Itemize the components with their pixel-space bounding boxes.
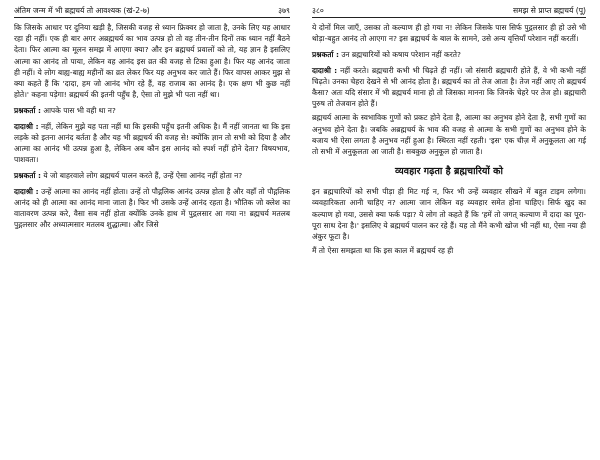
paragraph: कि जिसके आधार पर दुनिया खड़ी है, जिसकी वजह से ध्यान फ्रिक्वर हो जाता है, उनके लिए यह आधार रहा ही नहीं। एक ही बार अगर अब्रह्मचर्य का भाव उत्पन्न हो तो वह तीन-तीन दिनों तक ध्यान नहीं बैठने देता। फिर आत्मा का मूलन समझ में आएगा क्या? और इन ब्रह्मचर्य प्रवालों को तो, यह ज्ञान है इसलिए आत्मा का आनंद तो पाया, लेकिन वह आनंद इस व्रत की वजह से टिका हुआ है। फिर यह आनंद जाता ही नहीं। ये लोग बाह्य-बाह्य महीनों का व्रत लेकर फिर यह अनुभव कर जाते हैं। फिर वापस आकर मुझ से क्या कहते हैं कि 'दादा, हम जो आनंद भोग रहे हैं, वह राजाब का आनंद है। एक क्षण भी कुछ नहीं होते।' कहना पड़ेगा! ब्रह्मचर्य की इतनी पहुँच है, ऐसा तो मुझे भी पता नहीं था। <box>14 23 290 100</box>
section-heading: व्यवहार गढ़ता है ब्रह्मचारियों को <box>395 166 503 178</box>
answerer-label: दादाश्री : <box>14 121 39 131</box>
paragraph: ये दोनों मिल जाएँ, उसका तो कल्याण ही हो गया न! लेकिन जिसके पास सिर्फ पुद्गलसार ही हो उसे भी थोड़ा-बहुत आनंद तो आएगा न? इस ब्रह्मचर्य के बाल के सामने, उसे अन्य वृत्तियाँ परेशान नहीं करतीं। <box>312 23 586 44</box>
questioner-label: प्रश्नकर्ता : <box>14 171 41 181</box>
question <box>14 105 290 116</box>
answerer-label: दादाश्री : <box>312 65 338 75</box>
questioner-label: प्रश्नकर्ता : <box>14 106 41 116</box>
question <box>14 170 290 181</box>
answer-text: उन्हें आत्मा का आनंद नहीं होता। उन्हें तो पौद्गलिक आनंद उत्पन्न होता है और वहाँ तो पौद्गलिक आनंद को ही आत्मा का आनंद माना जाता है। फिर भी उसके उन्हें आनंद रहता है। भौतिक जो क्लेश का वातावरण उत्पन्न करे, वैसा सब नहीं होता क्योंकि उनके हाथ में पुद्गलसार आ गया न! ब्रह्मचर्य मतलब पुद्गलसार और अध्यात्मसार मतलब शुद्धात्मा। और जिसे <box>14 186 290 230</box>
answer <box>312 65 586 110</box>
paragraph: मैं तो ऐसा समझता था कि इस काल में ब्रह्मचर्य रह ही <box>312 246 454 256</box>
right-header-title: समझ से प्राप्त ब्रह्मचर्य (पू) <box>512 6 586 15</box>
left-page-header <box>14 4 290 18</box>
questioner-label: प्रश्नकर्ता : <box>312 50 339 60</box>
answer <box>14 121 290 166</box>
question-text: उन ब्रह्मचारियों को कषाय परेशान नहीं करते? <box>341 50 461 60</box>
question <box>312 49 586 60</box>
answer <box>14 186 290 231</box>
question-text: ये जो बाहरवाले लोग ब्रह्मचर्य पालन करते हैं, उन्हें ऐसा आनंद नहीं होता न? <box>43 171 243 181</box>
right-page-number: ३८० <box>312 6 324 15</box>
right-page <box>300 0 600 460</box>
paragraph: ब्रह्मचर्य आत्मा के स्वभाविक गुणों को प्रकट होने देता है, आत्मा का अनुभव होने देता है, सभी गुणों का अनुभव होने देता है। जबकि अब्रह्मचर्य के भाव की वजह से आत्मा के सभी गुणों का अनुभव होने के बजाय भी ऐसा लगता है अनुभव नहीं हुआ है। स्थिरता नहीं रहती। 'इस' एक चीज़ में अनुकूलता आ गई तो सभी में अनुकूलता आ जाती है। सबकुछ अनुकूल हो जाता है। <box>312 113 586 157</box>
answer-text: नहीं, लेकिन मुझे यह पता नहीं था कि इसकी पहुँच इतनी अधिक है। मैं नहीं जानता था कि इस लड़के को इतना आनंद बर्तता है और यह भी ब्रह्मचर्य की वजह से! क्योंकि ज्ञान तो सभी को दिया है और आत्मा का आनंद भी उत्पन्न हुआ है, लेकिन अब कौन इस आनंद को स्पर्श नहीं होने देता? विषयभाव, पाशवता। <box>14 121 290 165</box>
answer-text: नहीं करते। ब्रह्मचारी कभी भी चिढ़ते ही नहीं। जो संसारी ब्रह्मचारी होते हैं, वे भी कभी नहीं चिढ़ते। उनका चेहरा देखने से भी आनंद होता है। ब्रह्मचर्य का तो तेज आता है। तेज नहीं आए तो ब्रह्मचर्य कैसा? अतः यदि संसार में भी ब्रह्मचर्य माना हो तो जिसका मानना कि जिनके चेहरे पर तेज हो। ब्रह्मचारी पुरुष तो तेजवान होते हैं। <box>312 65 586 109</box>
paragraph: इन ब्रह्मचारियों को सभी पीड़ा ही मिट गई न, फिर भी उन्हें व्यवहार सीखने में बहुत टाइम लगेगा। व्यवहारिकता आनी चाहिए न? आत्मा जान लेकिन वह व्यवहार समेत होना चाहिए। सिर्फ खुद का कल्याण हो गया, उससे क्या फर्क पड़ा? ये लोग तो कहते हैं कि 'हमें तो जगत् कल्याण में दादा का पूरा-पूरा साथ देना है।' इसलिए ये ब्रह्मचर्य पालन कर रहे हैं। यह तो मैंने कभी खोज भी नहीं था, ऐसा नया ही अंकुर फूटा है। <box>312 187 586 242</box>
answerer-label: दादाश्री : <box>14 186 39 196</box>
right-page-header <box>312 4 586 18</box>
left-page-number: ३७९ <box>278 6 290 15</box>
left-header-title: अंतिम जन्म में भी ब्रह्मचर्य तो आवश्यक (खं-2-७) <box>14 6 150 15</box>
question-text: आपके पास भी वही था न? <box>43 106 116 116</box>
